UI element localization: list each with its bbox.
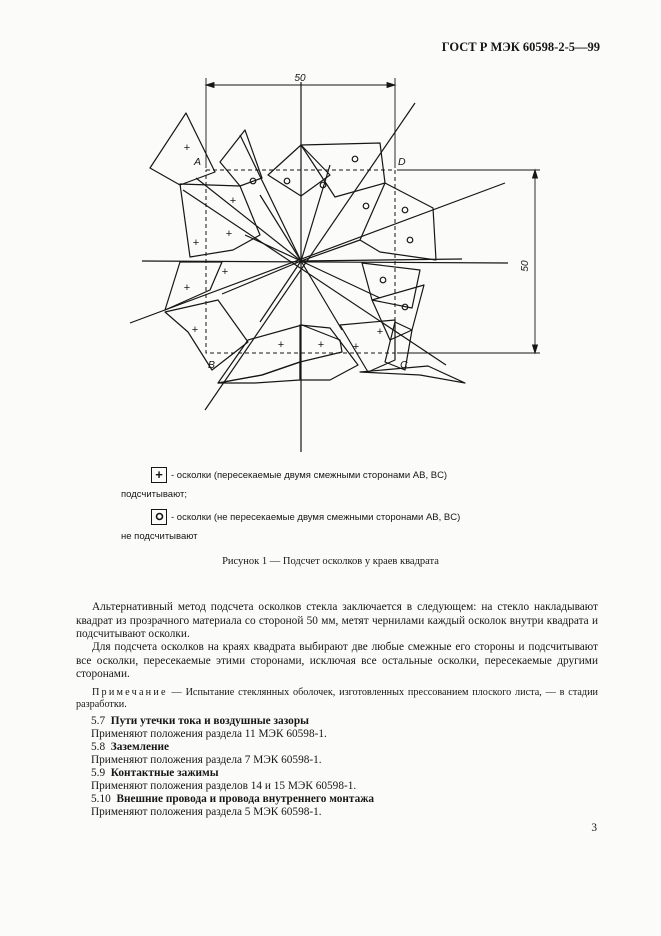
crack-line xyxy=(301,261,342,330)
crack-line xyxy=(301,165,330,261)
plus-mark: + xyxy=(192,237,200,249)
circle-mark xyxy=(363,203,369,209)
circle-mark xyxy=(407,237,413,243)
legend-circle-symbol xyxy=(151,509,167,525)
plus-mark: + xyxy=(317,339,325,351)
corner-label-b: B xyxy=(208,359,216,371)
document-header: ГОСТ Р МЭК 60598-2-5—99 xyxy=(441,40,600,54)
dim-label-horizontal: 50 xyxy=(294,73,306,84)
circle-mark xyxy=(380,277,386,283)
section-text: Применяют положения раздела 7 МЭК 60598-1. xyxy=(91,754,322,766)
plus-mark: + xyxy=(183,142,191,154)
legend-circle-text: - осколки (не пересекаемые двумя смежными сторонами AB, BC) xyxy=(171,512,461,523)
paragraph-edges: Для подсчета осколков на краях квадрата выбирают две любые смежные его стороны и подсчитывают все осколки, пересекаемые этими сторонами, исключая все остальные осколки, пересекаемые другими сторонами. xyxy=(76,641,598,681)
section-heading: 5.7 Пути утечки тока и воздушные зазоры xyxy=(91,715,309,727)
crack-line xyxy=(196,178,301,261)
corner-label-c: C xyxy=(400,359,408,371)
section-text: Применяют положения разделов 14 и 15 МЭК 60598-1. xyxy=(91,780,357,792)
figure-caption: Рисунок 1 — Подсчет осколков у краев квадрата xyxy=(222,556,439,567)
section-heading: 5.9 Контактные зажимы xyxy=(91,767,219,779)
plus-mark: + xyxy=(191,324,199,336)
shard-outline xyxy=(362,263,420,308)
plus-mark: + xyxy=(229,195,237,207)
note-text: — Испытание стеклянных оболочек, изготовленных прессованием плоского листа, — в стадии разработки. xyxy=(76,687,598,711)
circle-mark xyxy=(352,156,358,162)
plus-mark: + xyxy=(277,339,285,351)
section-heading: 5.10 Внешние провода и провода внутреннего монтажа xyxy=(91,793,375,805)
shard-outline xyxy=(340,320,395,372)
plus-mark: + xyxy=(221,266,229,278)
crack-line xyxy=(301,240,360,261)
plus-mark: + xyxy=(352,341,360,353)
plus-mark: + xyxy=(376,326,384,338)
shard-outline xyxy=(360,183,436,260)
crack-line xyxy=(301,261,380,298)
section-text: Применяют положения раздела 5 МЭК 60598-1. xyxy=(91,806,322,818)
crack-line xyxy=(301,259,462,261)
circle-icon xyxy=(153,510,166,523)
dim-label-vertical: 50 xyxy=(520,260,531,272)
legend-plus-text: - осколки (пересекаемые двумя смежными сторонами AB, BC) xyxy=(171,470,448,481)
section-heading: 5.8 Заземление xyxy=(91,741,170,753)
legend-plus-text-2: подсчитывают; xyxy=(121,489,187,500)
crack-line xyxy=(205,103,415,410)
shard-outline xyxy=(165,262,222,310)
page-number: 3 xyxy=(591,822,597,834)
corner-label-a: A xyxy=(194,156,202,168)
shard-outline xyxy=(218,325,342,383)
legend-circle-text-2: не подсчитывают xyxy=(121,531,198,542)
legend-plus-symbol: + xyxy=(151,467,167,483)
corner-label-d: D xyxy=(398,156,406,168)
circle-mark xyxy=(284,178,290,184)
paragraph-method: Альтернативный метод подсчета осколков стекла заключается в следующем: на стекло накладывают квадрат из прозрачного материала со стороной 50 мм, метят чернилами каждый осколок внутри квадрата и подсчитывают осколки. xyxy=(76,601,598,641)
circle-mark xyxy=(402,207,408,213)
plus-mark: + xyxy=(225,228,233,240)
note-label: Примечание xyxy=(92,687,168,698)
crack-line xyxy=(222,261,301,294)
shard-outline xyxy=(150,113,215,185)
crack-line xyxy=(130,183,505,323)
note xyxy=(76,687,598,711)
plus-mark: + xyxy=(183,282,191,294)
section-text: Применяют положения раздела 11 МЭК 60598-1. xyxy=(91,728,327,740)
